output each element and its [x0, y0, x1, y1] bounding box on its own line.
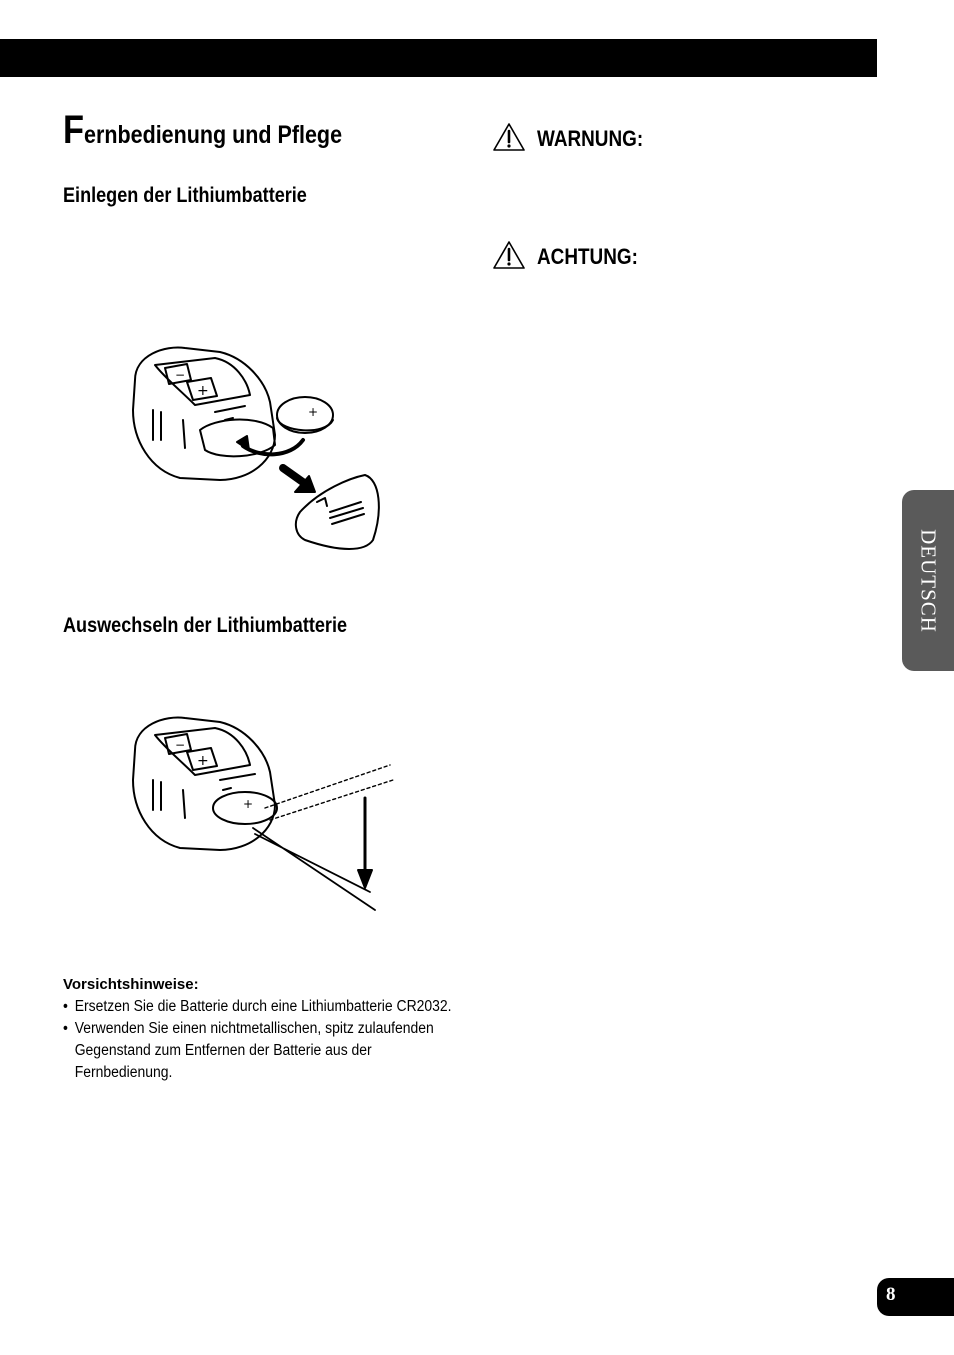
svg-text:+: + [308, 405, 319, 419]
bullet: • [63, 1020, 68, 1037]
language-tab-label: DEUTSCH [916, 528, 941, 633]
notes-title: Vorsichtshinweise: [63, 976, 199, 993]
warning-label: WARNUNG: [537, 126, 644, 151]
page-number: 8 [886, 1284, 896, 1305]
language-tab [902, 490, 954, 671]
battery-cavity [200, 420, 275, 457]
remote-body-outline [133, 347, 275, 480]
bullet: • [63, 998, 68, 1015]
note-item [63, 996, 462, 1018]
note-text: Verwenden Sie einen nichtmetallischen, spitz zulaufenden Gegenstand zum Entfernen der Batterie aus der Fernbedienung. [74, 1020, 434, 1081]
note-item [63, 1018, 462, 1084]
svg-text:−: − [175, 368, 186, 382]
battery-tray-lines [215, 406, 245, 420]
svg-text:+: + [197, 753, 209, 769]
section-heading-replace: Auswechseln der Lithiumbatterie [63, 614, 348, 637]
remote-body-outline [133, 717, 275, 850]
notes-block [63, 974, 473, 1084]
svg-text:+: + [243, 797, 254, 811]
page-number-tab [877, 1278, 954, 1316]
remote-side-groove [153, 410, 185, 448]
insert-battery-illustration [125, 340, 390, 555]
tool-guide-dashed [265, 765, 393, 820]
caution-label: ACHTUNG: [537, 244, 638, 269]
section-heading-insert: Einlegen der Lithiumbatterie [63, 184, 307, 207]
replace-battery-illustration [125, 710, 410, 920]
warning-triangle-icon [492, 122, 526, 152]
svg-text:+: + [197, 383, 209, 399]
page-title: Fernbedienung und Pflege [63, 108, 343, 152]
note-text: Ersetzen Sie die Batterie durch eine Lithiumbatterie CR2032. [74, 998, 452, 1015]
svg-text:−: − [175, 738, 186, 752]
pointed-tool [253, 828, 375, 910]
header-bar [0, 39, 877, 77]
warning-triangle-icon [492, 240, 526, 270]
